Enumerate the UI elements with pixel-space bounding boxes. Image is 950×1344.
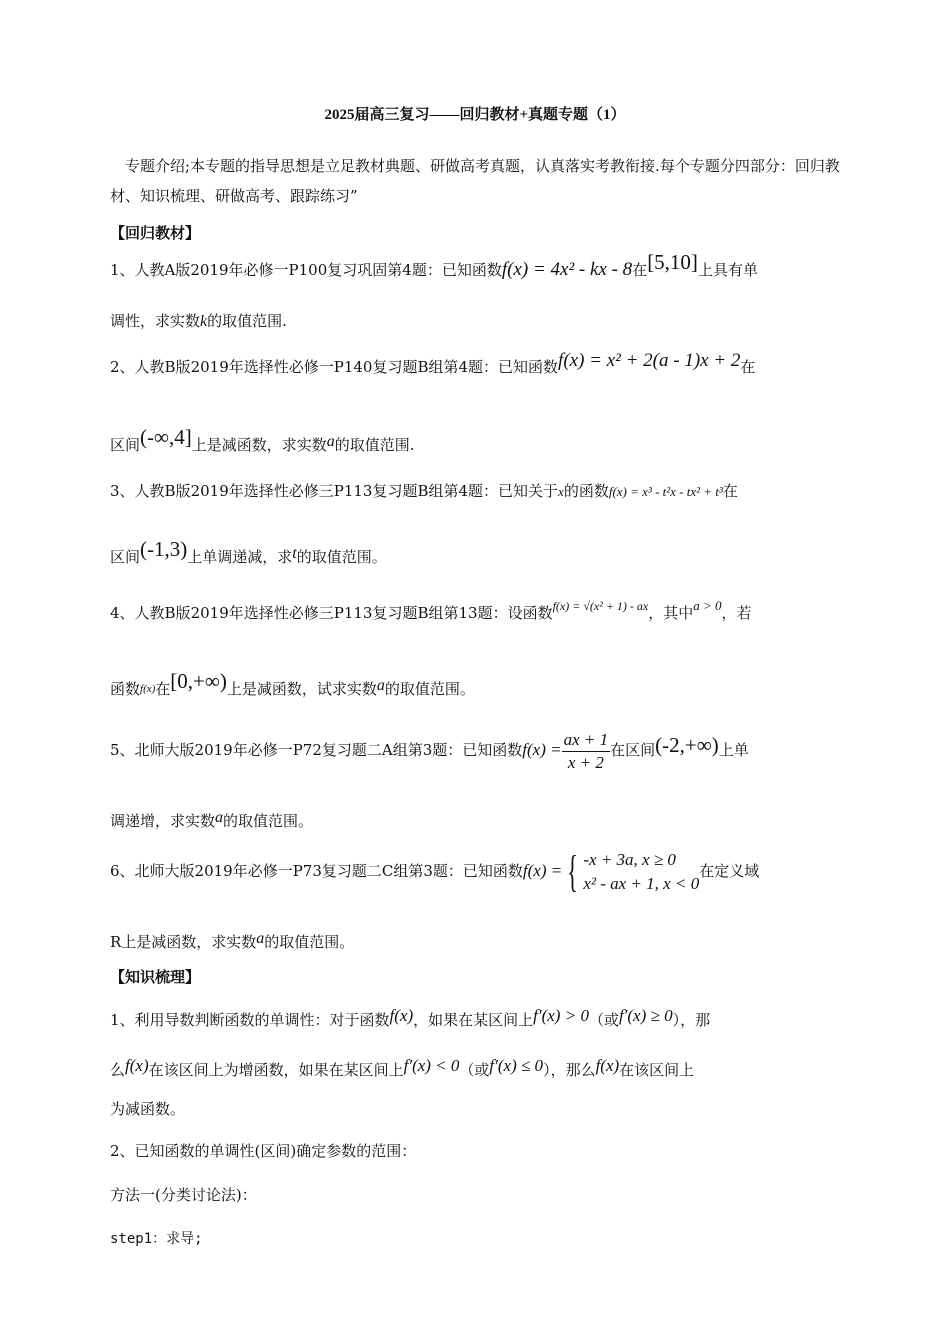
k1-text-b: ，如果在某区间上 bbox=[413, 1011, 534, 1029]
section-heading-textbook: 【回归教材】 bbox=[110, 224, 201, 242]
q5-line2-text: 调递增，求实数 bbox=[110, 812, 216, 830]
q1-function: f(x) = 4x² - kx - 8 bbox=[501, 259, 633, 280]
k1-text-a: 1、利用导数判断函数的单调性：对于函数 bbox=[110, 1011, 390, 1029]
q4-mid: ，其中 bbox=[648, 604, 694, 622]
q3-x: x bbox=[558, 484, 564, 499]
q6-piecewise bbox=[562, 848, 699, 896]
page-title: 2025届高三复习——回归教材+真题专题（1） bbox=[324, 107, 626, 123]
knowledge-1-line-3: 为减函数。 bbox=[110, 1100, 186, 1118]
q6-variable: a bbox=[256, 930, 265, 947]
q1-mid: 在 bbox=[632, 261, 648, 279]
q5-lhs: f(x) = bbox=[522, 740, 562, 759]
brace-symbol: { bbox=[567, 847, 579, 896]
question-1-line-2 bbox=[110, 311, 840, 332]
k1-text-c: （或 bbox=[588, 1011, 619, 1029]
q5-variable: a bbox=[215, 809, 224, 826]
q2-line2-mid: 上是减函数，求实数 bbox=[191, 436, 327, 454]
k1-derivative-nonpos: f′(x) ≤ 0 bbox=[489, 1056, 544, 1075]
q4-fx: f(x) bbox=[140, 683, 156, 695]
question-4-line-1 bbox=[110, 598, 840, 624]
question-3-line-1 bbox=[110, 481, 840, 502]
q5-interval: (-2,+∞) bbox=[655, 733, 719, 757]
k1-text-h: ），那么 bbox=[543, 1061, 596, 1079]
k1-text-i: 在该区间上 bbox=[619, 1061, 695, 1079]
q5-mid: 在区间 bbox=[610, 741, 656, 759]
q3-line2-text: 区间 bbox=[110, 548, 141, 566]
q1-suffix: 上具有单 bbox=[697, 261, 758, 279]
q6-line2-text: R上是减函数，求实数 bbox=[110, 933, 257, 951]
k1-derivative-negative: f′(x) < 0 bbox=[403, 1056, 460, 1075]
question-5-line-1 bbox=[110, 724, 840, 774]
k1-text-f: 在该区间上为增函数，如果在某区间上 bbox=[148, 1061, 404, 1079]
q4-line2-text: 函数 bbox=[110, 680, 141, 698]
question-1-line-1 bbox=[110, 250, 840, 280]
k1-text-g: （或 bbox=[459, 1061, 490, 1079]
question-6-line-1 bbox=[110, 842, 840, 900]
q4-condition: a > 0 bbox=[693, 598, 722, 613]
question-2-line-2 bbox=[110, 425, 840, 456]
q4-interval: [0,+∞) bbox=[170, 669, 227, 693]
q5-prefix: 5、北师大版2019年必修一P72复习题二A组第3题：已知函数 bbox=[110, 741, 523, 759]
method-1-heading: 方法一(分类讨论法)： bbox=[110, 1186, 257, 1204]
q5-fraction bbox=[562, 729, 611, 774]
q1-line2-text: 调性，求实数 bbox=[110, 312, 201, 330]
k1-fx: f(x) bbox=[389, 1006, 414, 1025]
q5-numerator: ax + 1 bbox=[562, 729, 611, 752]
q2-line2-end: 的取值范围. bbox=[334, 436, 415, 454]
q6-case-2: x² - ax + 1, x < 0 bbox=[583, 874, 700, 893]
question-2-line-1 bbox=[110, 350, 840, 377]
q4-line2-end: 的取值范围。 bbox=[384, 680, 475, 698]
q2-interval: (-∞,4] bbox=[140, 425, 192, 449]
q6-prefix: 6、北师大版2019年必修一P73复习题二C组第3题：已知函数 bbox=[110, 862, 523, 880]
q4-line2-in: 在 bbox=[155, 680, 171, 698]
q5-suffix: 上单 bbox=[718, 741, 749, 759]
step-1-text: step1：求导; bbox=[110, 1231, 203, 1247]
q6-cases bbox=[583, 848, 699, 896]
q5-denominator: x + 2 bbox=[567, 752, 604, 772]
q1-interval: [5,10] bbox=[647, 250, 698, 274]
section-heading-knowledge: 【知识梳理】 bbox=[110, 968, 201, 986]
q3-suffix: 在 bbox=[722, 482, 738, 500]
q4-prefix: 4、人教B版2019年选择性必修三P113复习题B组第13题：设函数 bbox=[110, 604, 553, 622]
q2-suffix: 在 bbox=[740, 358, 756, 376]
q3-function: f(x) = x³ - t²x - tx² + t³ bbox=[608, 484, 723, 499]
q6-lhs: f(x) = bbox=[522, 861, 563, 880]
k1-derivative-positive: f′(x) > 0 bbox=[533, 1006, 589, 1025]
question-6-line-2 bbox=[110, 932, 840, 953]
question-3-line-2 bbox=[110, 537, 840, 568]
q3-interval: (-1,3) bbox=[140, 537, 188, 561]
q6-suffix: 在定义域 bbox=[699, 862, 760, 880]
q2-prefix: 2、人教B版2019年选择性必修一P140复习题B组第4题：已知函数 bbox=[110, 358, 559, 376]
q2-function: f(x) = x² + 2(a - 1)x + 2 bbox=[558, 350, 741, 371]
knowledge-1-line-1 bbox=[110, 1006, 840, 1030]
knowledge-1-line-2 bbox=[110, 1056, 840, 1080]
q6-line2-end: 的取值范围。 bbox=[264, 933, 355, 951]
q2-line2-text: 区间 bbox=[110, 436, 141, 454]
q1-prefix: 1、人教A版2019年必修一P100复习巩固第4题：已知函数 bbox=[110, 261, 502, 279]
step-1 bbox=[110, 1228, 840, 1249]
q3-line2-end: 的取值范围。 bbox=[296, 548, 387, 566]
q4-line2-mid: 上是减函数，试求实数 bbox=[226, 680, 377, 698]
q2-variable: a bbox=[326, 433, 335, 450]
q4-suffix: ，若 bbox=[721, 604, 752, 622]
q4-variable: a bbox=[376, 677, 385, 694]
k1-derivative-nonneg: f′(x) ≥ 0 bbox=[618, 1006, 673, 1025]
question-5-line-2 bbox=[110, 811, 840, 832]
q3-line2-mid: 上单调递减，求 bbox=[187, 548, 293, 566]
q3-variable: t bbox=[292, 545, 297, 562]
q1-variable: k bbox=[200, 313, 208, 330]
k1-text-e: 么 bbox=[110, 1061, 126, 1079]
q6-case-1: -x + 3a, x ≥ 0 bbox=[583, 850, 676, 869]
q3-mid: 的函数 bbox=[563, 482, 609, 500]
q4-function: f(x) = √(x² + 1) - ax bbox=[552, 599, 649, 613]
intro-paragraph: 专题介绍;本专题的指导思想是立足教材典题、研做高考真题，认真落实考教衔接.每个专题分四部分：回归教材、知识梳理、研做高考、跟踪练习” bbox=[110, 157, 840, 205]
k1-fx-3: f(x) bbox=[595, 1056, 620, 1075]
k1-fx-2: f(x) bbox=[125, 1056, 149, 1075]
q5-line2-end: 的取值范围。 bbox=[223, 812, 314, 830]
q3-prefix: 3、人教B版2019年选择性必修三P113复习题B组第4题：已知关于 bbox=[110, 482, 559, 500]
q1-line2-end: 的取值范围. bbox=[207, 312, 287, 330]
knowledge-2: 2、已知函数的单调性(区间)确定参数的范围： bbox=[110, 1142, 417, 1160]
k1-text-d: ），那 bbox=[672, 1011, 711, 1029]
question-4-line-2 bbox=[110, 669, 840, 701]
